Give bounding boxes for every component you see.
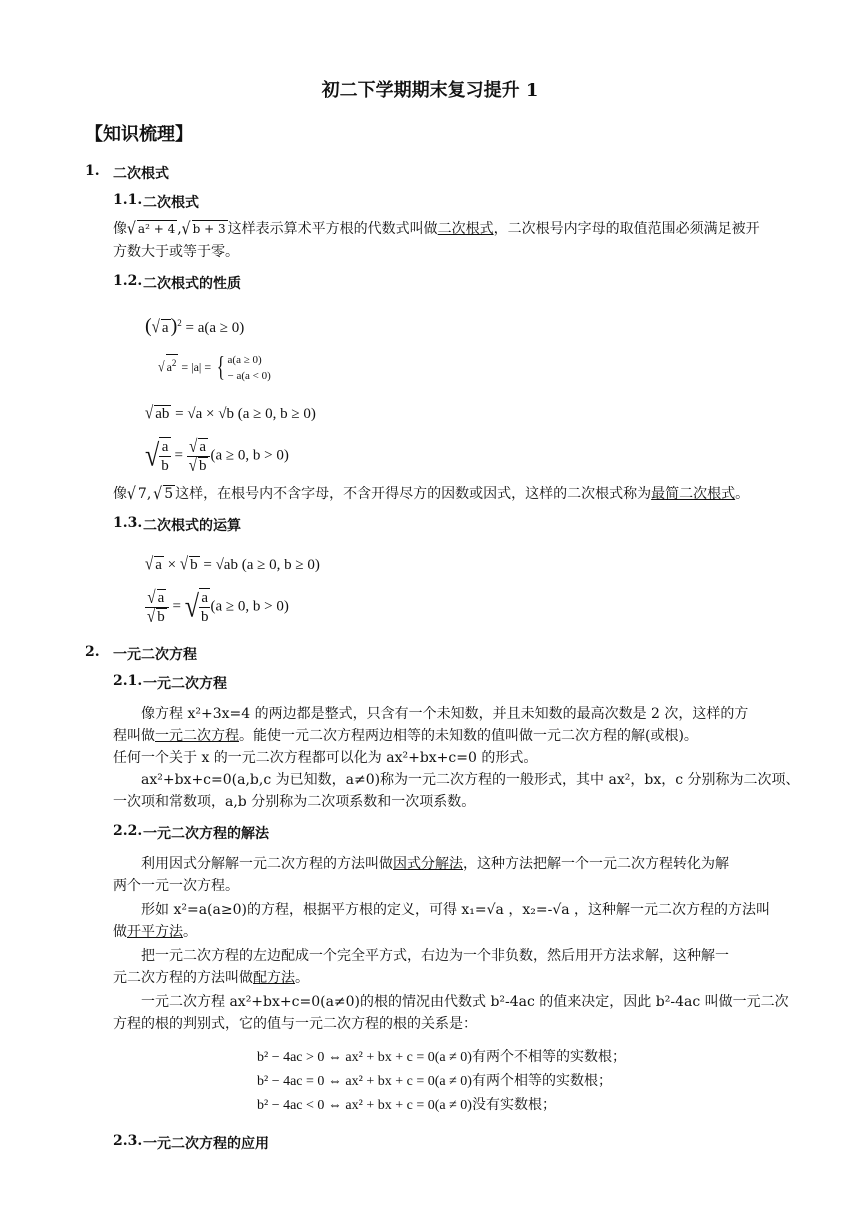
section-1-2-number: 1.2. <box>113 273 143 289</box>
section-heading: 【知识梳理】 <box>85 124 193 145</box>
formula-sqrt-squared: (√ a )$^2$ = a(a ≥ 0) <box>145 315 245 338</box>
paragraph-1-2: 像√ 7, √ 5 这样，在根号内不含字母，不含开得尽方的因数或因式，这样的二次根式称为最简二次根式。 <box>113 484 750 504</box>
paragraph-2-1-line2: 程叫做一元二次方程。能使一元二次方程两边相等的未知数的值叫做一元二次方程的解(或根)。 <box>113 728 698 744</box>
formula-sqrt-quotient: √ $\frac{a}{b}$ = $\frac{√ a}{√ b}$ (a ≥ 0, b > 0) <box>145 436 289 476</box>
paragraph-2-1-line3: 任何一个关于 x 的一元二次方程都可以化为 ax²+bx+c=0 的形式。 <box>113 750 538 766</box>
paragraph-2-1-line4: ax²+bx+c=0(a,b,c 为已知数，a≠0)称为一元二次方程的一般形式，其中 ax²，bx，c 分别称为二次项、 <box>141 772 800 788</box>
paragraph-2-1-line1: 像方程 x²+3x=4 的两边都是整式，只含有一个未知数，并且未知数的最高次数是 2 次，这样的方 <box>141 706 749 722</box>
section-2-2-title: 一元二次方程的解法 <box>143 826 269 842</box>
section-1-2-title: 二次根式的性质 <box>143 276 241 292</box>
section-2-3-title: 一元二次方程的应用 <box>143 1136 269 1152</box>
paragraph-1-1-line2: 方数大于或等于零。 <box>113 244 239 260</box>
paragraph-2-2-line1: 利用因式分解解一元二次方程的方法叫做因式分解法，这种方法把解一个一元二次方程转化为解 <box>141 856 729 872</box>
section-2-1-title: 一元二次方程 <box>143 676 227 692</box>
section-1-title: 二次根式 <box>113 166 169 182</box>
discriminant-zero: b² − 4ac = 0 ⇔ ax² + bx + c = 0(a ≠ 0)有两个相等的实数根； <box>257 1074 612 1089</box>
paragraph-2-2-line8: 方程的根的判别式，它的值与一元二次方程的根的关系是： <box>113 1016 477 1032</box>
formula-quotient-rule: $\frac{√ a}{√ b}$ = √ $\frac{a}{b}$ (a ≥ 0, b > 0) <box>147 587 289 627</box>
section-1-3-number: 1.3. <box>113 515 143 531</box>
paragraph-2-2-line2: 两个一元一次方程。 <box>113 878 239 894</box>
section-1-1-title: 二次根式 <box>143 195 199 211</box>
page-title: 初二下学期期末复习提升 1 <box>321 80 539 101</box>
discriminant-negative: b² − 4ac < 0 ⇔ ax² + bx + c = 0(a ≠ 0)没有实数根； <box>257 1098 556 1113</box>
formula-sqrt-abs: √ $a^2 = |a|$ = { a(a ≥ 0) − a(a < 0) <box>158 352 271 383</box>
paragraph-2-2-line4: 做开平方法。 <box>113 924 197 940</box>
discriminant-positive: b² − 4ac > 0 ⇔ ax² + bx + c = 0(a ≠ 0)有两个不相等的实数根； <box>257 1050 626 1065</box>
paragraph-2-2-line7: 一元二次方程 ax²+bx+c=0(a≠0)的根的情况由代数式 b²-4ac 的值来决定，因此 b²-4ac 叫做一元二次 <box>141 994 789 1010</box>
section-1-number: 1. <box>85 163 100 179</box>
formula-sqrt-product: √ ab = √a × √b (a ≥ 0, b ≥ 0) <box>145 404 316 424</box>
section-1-3-title: 二次根式的运算 <box>143 518 241 534</box>
section-2-title: 一元二次方程 <box>113 647 197 663</box>
section-2-2-number: 2.2. <box>113 823 143 839</box>
section-2-1-number: 2.1. <box>113 673 143 689</box>
paragraph-2-2-line5: 把一元二次方程的左边配成一个完全平方式，右边为一个非负数，然后用开方法求解，这种解一 <box>141 948 729 964</box>
paragraph-2-1-line5: 一次项和常数项，a,b 分别称为二次项系数和一次项系数。 <box>113 794 476 810</box>
section-1-1-number: 1.1. <box>113 192 143 208</box>
section-2-3-number: 2.3. <box>113 1133 143 1149</box>
paragraph-2-2-line6: 元二次方程的方法叫做配方法。 <box>113 970 309 986</box>
formula-product-rule: √ a × √ b = √ab (a ≥ 0, b ≥ 0) <box>145 555 320 575</box>
paragraph-2-2-line3: 形如 x²=a(a≥0)的方程，根据平方根的定义，可得 x₁=√a ，x₂=-√a ，这种解一元二次方程的方法叫 <box>141 902 771 918</box>
section-2-number: 2. <box>85 644 100 660</box>
paragraph-1-1-line1: 像√ a² + 4 ,√ b + 3 这样表示算术平方根的代数式叫做二次根式，二次根号内字母的取值范围必须满足被开 <box>113 219 760 239</box>
